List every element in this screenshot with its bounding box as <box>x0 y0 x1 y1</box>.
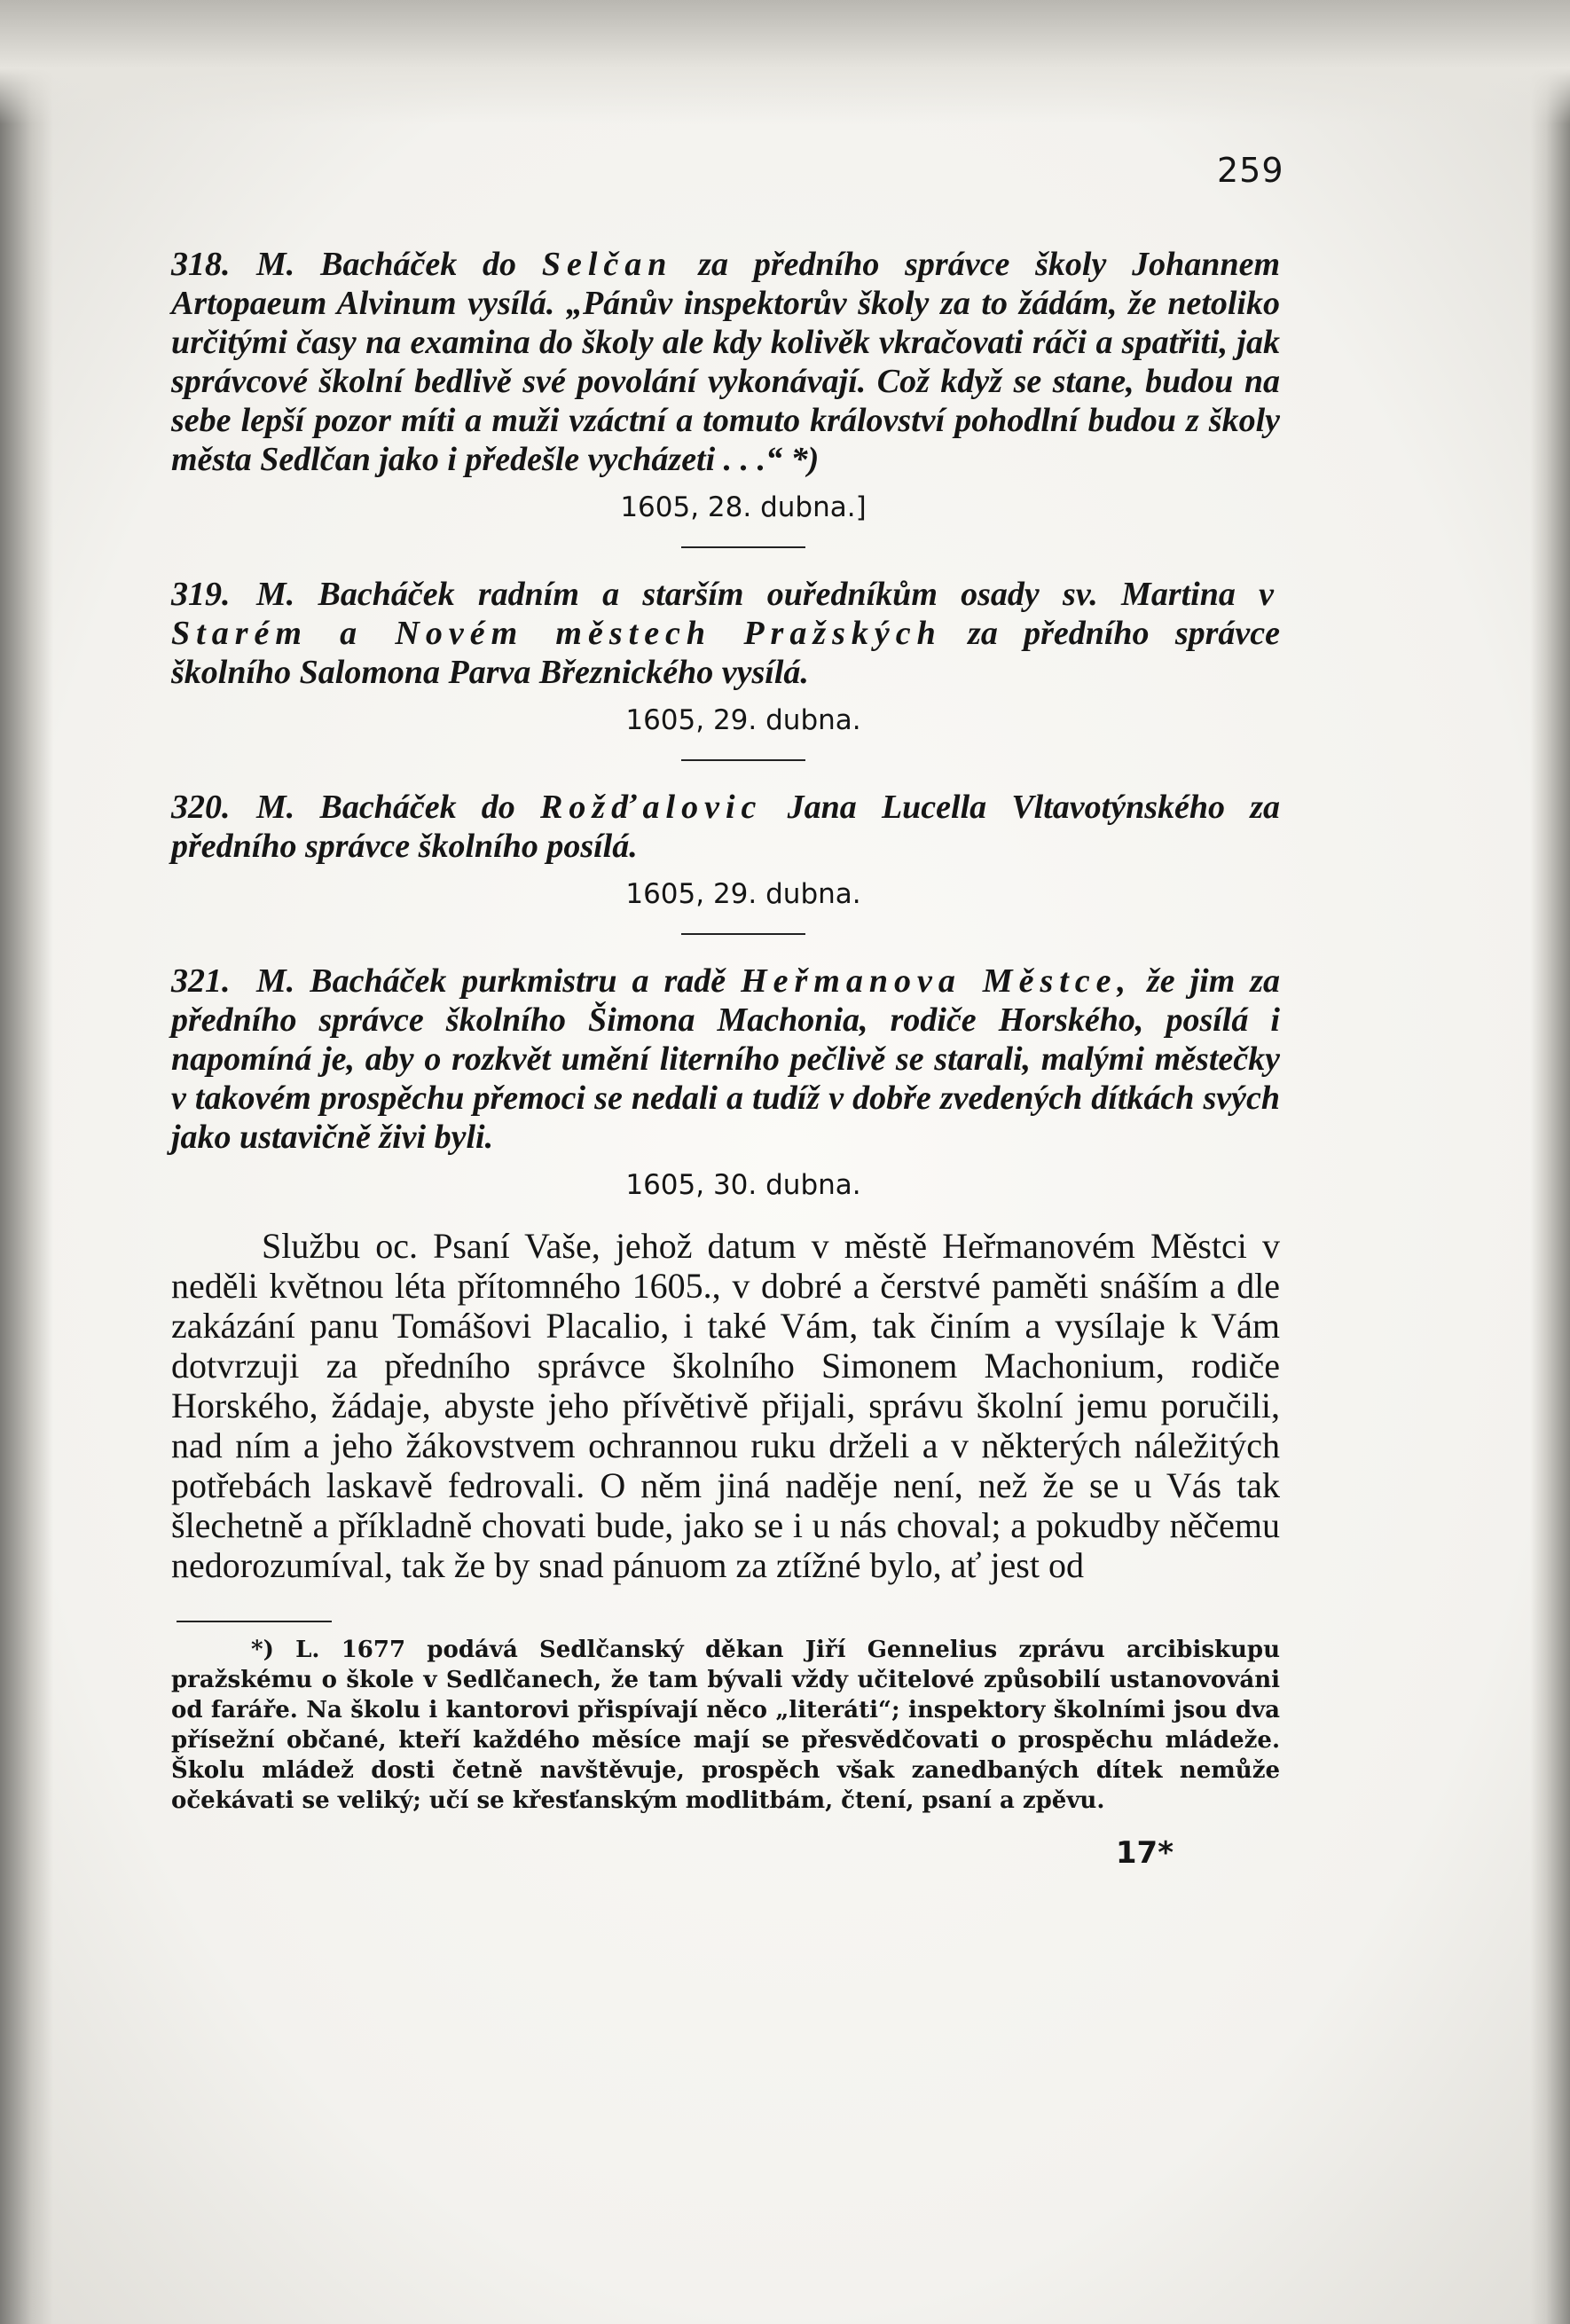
entry-number: 319. <box>171 576 231 613</box>
entry-number: 318. <box>171 246 231 283</box>
entry-place: Heřmanova Městce, <box>741 962 1133 1000</box>
page-shadow-left <box>0 0 53 2324</box>
page-number: 259 <box>1217 151 1284 190</box>
footnote-divider <box>177 1621 332 1622</box>
entry-318 <box>171 245 1280 479</box>
entry-320 <box>171 788 1280 866</box>
letter-body: Službu oc. Psaní Vaše, jehož datum v městě Heřmanovém Městci v neděli květnou léta přítomného 1605., v dobré a čerstvé paměti snáším a dle zakázání panu Tomášovi Placalio, i také Vám, tak činím a vysílaje k Vám dotvrzuji za předního správce školního Simonem Machonium, rodiče Horského, žádaje, abyste jeho přívětivě přijali, správu školní jemu poručili, nad ním a jeho žákovstvem ochrannou ruku drželi a v některých náležitých potřebách laskavě fedrovali. O něm jiná naděje není, než že se u Vás tak šlechetně a příkladně chovati bude, jako se i u nás choval; a pokudby něčemu nedorozumíval, tak že by snad pánuom za ztížné bylo, ať jest od <box>171 1226 1280 1585</box>
entry-date: 1605, 29. dubna. <box>625 878 861 910</box>
footnote: *) L. 1677 podává Sedlčanský děkan Jiří Gennelius zprávu arcibiskupu pražskému o škole v Sedlčanech, že tam bývali vždy učitelové způsobilí ustanovováni od faráře. Na školu i kantorovi přispívají něco „literáti“; inspektory školními jsou dva přísežní občané, kteří každého měsíce mají se přesvědčovati o prospěchu mládeže. Školu mládež dosti četně navštěvuje, prospěch však zanedbaných dítek nemůže očekávati se veliký; učí se křesťanským modlitbám, čtení, psaní a zpěvu. <box>171 1637 1280 1814</box>
entry-place: v Starém a Novém městech Pražských <box>171 576 1281 652</box>
entry-text: Jana Lucella Vltavotýnského za předního správce školního posílá. <box>171 789 1280 865</box>
entry-lead: M. Bacháček purkmistru a radě <box>256 962 726 1000</box>
entry-lead: M. Bacháček radním a starším ouředníkům osady sv. Martina <box>256 576 1236 613</box>
entry-place: Selčan <box>541 246 673 283</box>
entry-319 <box>171 575 1280 692</box>
entry-date: 1605, 28. dubna.] <box>620 491 867 523</box>
section-divider <box>681 933 805 935</box>
entry-lead: M. Bacháček do <box>256 789 515 826</box>
page-content <box>171 245 1280 1871</box>
entry-321 <box>171 962 1280 1157</box>
entry-date: 1605, 30. dubna. <box>625 1169 861 1201</box>
entry-lead: M. Bacháček do <box>256 246 517 283</box>
entry-text: za předního správce školy Johannem Artopaeum Alvinum vysílá. „Pánův inspektorův školy za to žádám, že netoliko určitými časy na examina do školy ale kdy kolivěk vkračovati ráči a spatřiti, jak správcové školní bedlivě své povolání vykonávají. Což když se stane, budou na sebe lepší pozor míti a muži vzáctní a tomuto království pohodlní budou z školy města Sedlčan jako i předešle vycházeti . . .“ *) <box>171 246 1281 478</box>
entry-text: že jim za předního správce školního Šimona Machonia, rodiče Horského, posílá i napomíná je, aby o rozkvět umění literního pečlivě se starali, malými městečky v takovém prospěchu přemoci se nedali a tudíž v dobře zvedených dítkách svých jako ustavičně živi byli. <box>171 962 1280 1156</box>
entry-date: 1605, 29. dubna. <box>625 704 861 736</box>
section-divider <box>681 759 805 761</box>
entry-text: za předního správce školního Salomona Parva Březnického vysílá. <box>171 615 1280 691</box>
section-divider <box>681 546 805 548</box>
page-shadow-right <box>1530 0 1570 2324</box>
entry-place: Rožďalovic <box>539 789 763 826</box>
page-shadow-top <box>0 0 1570 124</box>
entry-number: 320. <box>171 789 231 826</box>
printer-signature-mark: 17* <box>1115 1835 1174 1871</box>
entry-number: 321. <box>171 962 231 1000</box>
